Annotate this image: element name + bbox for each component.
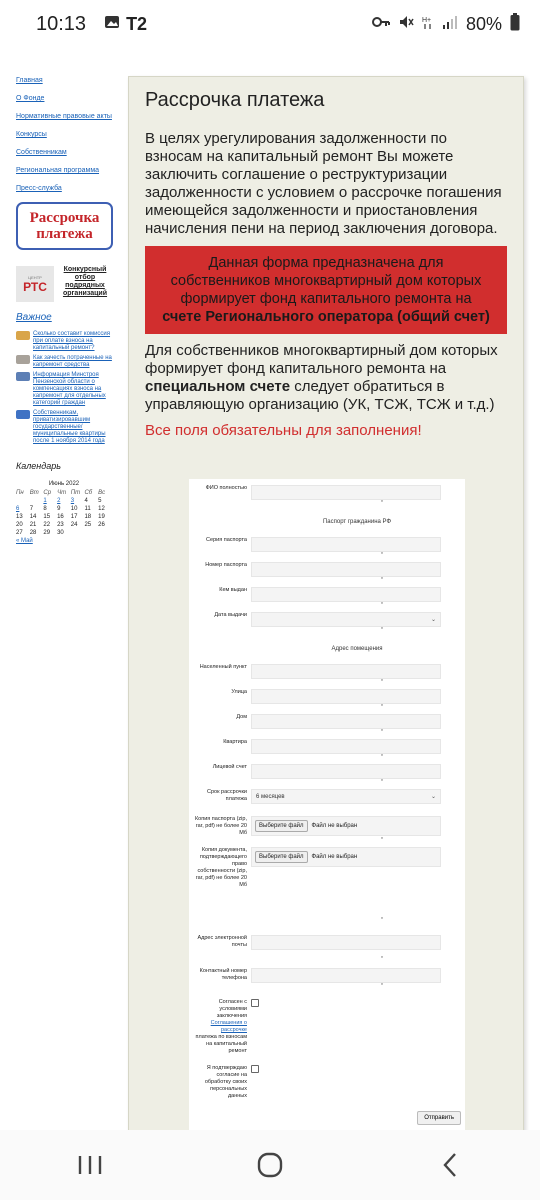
account-row [193,764,461,779]
ownership-copy-choose-button[interactable]: Выберите файл [255,851,308,863]
required-star: * [381,577,383,583]
news-thumb-icon [16,355,30,364]
required-star: * [381,627,383,633]
term-value: 6 месяцев [256,793,285,800]
calendar-prev-link[interactable]: « Май [16,538,33,544]
calendar-day: 23 [57,522,64,528]
calendar-weekday: Чт [57,490,67,496]
calendar-day: 18 [84,514,92,520]
main-panel [128,76,524,1136]
required-star: * [381,779,383,785]
passport-series-input[interactable] [251,537,441,552]
issue-date-row [193,612,461,627]
passport-copy-choose-button[interactable]: Выберите файл [255,820,308,832]
battery-icon [510,13,520,35]
issue-date-label: Дата выдачи [214,612,247,618]
news-item-text: Сколько составит комиссия при оплате взноса на капитальный ремонт? [33,331,111,351]
home-icon [256,1151,284,1179]
required-star: * [381,552,383,558]
calendar-weekday: Пн [16,490,24,496]
calendar-day: 7 [29,506,34,512]
installment-banner-line1: Рассрочка [29,210,100,226]
special-account-text [145,342,507,414]
calendar-weekday: Сб [84,490,93,496]
calendar-weekday: Вт [29,490,39,496]
locality-label: Населенный пункт [199,664,247,670]
term-select[interactable] [251,789,441,804]
back-icon [440,1152,460,1178]
agree-label [193,999,251,1055]
calendar-day: 9 [57,506,61,512]
house-row [193,714,461,729]
required-star: * [381,500,383,506]
news-item[interactable] [16,355,116,369]
calendar-day: 12 [98,506,105,512]
calendar-weekday: Вс [98,490,106,496]
submit-button[interactable]: Отправить [417,1111,461,1125]
calendar-day: 16 [57,514,64,520]
recent-apps-icon [77,1154,103,1176]
required-star: * [381,983,383,989]
email-row [193,935,461,950]
apartment-row [193,739,461,754]
calendar-day: 13 [16,514,23,520]
passport-series-row [193,537,461,552]
fio-label: ФИО полностью [205,485,247,491]
news-item[interactable] [16,410,116,445]
account-label: Лицевой счет [212,764,247,770]
sidebar-link-owners[interactable]: Собственникам [16,149,67,156]
home-button[interactable] [240,1140,300,1190]
news-thumb-icon [16,331,30,340]
ownership-copy-label: Копия документа, подтверждающего право собственности (zip, rar, pdf) не более 20 Мб [195,847,247,888]
sidebar-link-home[interactable]: Главная [16,77,43,84]
street-label: Улица [231,689,247,695]
agree-checkbox[interactable] [251,999,259,1007]
calendar-day: 17 [70,514,78,520]
android-nav-bar [0,1130,540,1200]
rts-logo [16,266,54,302]
special-text-2: следует обратиться в управляющую организацию (УК, ТСЖ, ТСЖ и т.д.) [145,378,495,413]
account-input[interactable] [251,764,441,779]
locality-row [193,664,461,679]
calendar-day: 10 [70,506,78,512]
chevron-down-icon: ⌄ [430,794,436,800]
agree-row [193,999,461,1055]
phone-row [193,968,461,983]
required-notice: Все поля обязательны для заполнения! [145,422,422,439]
calendar-month: Июнь 2022 [48,481,80,487]
consent-checkbox[interactable] [251,1065,259,1073]
calendar-title: Календарь [16,461,61,471]
calendar-weekday: Пт [70,490,81,496]
calendar-day: 19 [98,514,105,520]
news-list [16,331,116,445]
calendar-day: 14 [29,514,37,520]
notice-text: Данная форма предназначена для собственников многоквартирный дом которых формирует фонд капитального ремонта на [170,255,482,307]
calendar-day: 28 [29,530,37,536]
calendar-day: 22 [43,522,51,528]
required-star: * [381,917,383,923]
calendar-day: 5 [98,498,102,504]
calendar-day [30,498,44,504]
issued-by-input[interactable] [251,587,441,602]
required-star: * [381,602,383,608]
notice-bold: счете Регионального оператора (общий счет) [162,309,490,325]
calendar-day: 24 [70,522,78,528]
calendar-day [84,530,98,536]
page-title: Рассрочка платежа [145,89,325,111]
calendar-day: 25 [84,522,92,528]
status-time: 10:13 [36,12,87,35]
rts-logo-big: РТС [23,279,47,294]
news-thumb-icon [16,372,30,381]
back-button[interactable] [420,1140,480,1190]
passport-number-row [193,562,461,577]
calendar-day: 11 [84,506,91,512]
sidebar-link-program[interactable]: Региональная программа [16,167,100,174]
calendar-day[interactable]: 1 [43,498,47,504]
calendar-day[interactable]: 6 [16,506,20,512]
news-item-text: Как зачесть потраченные на капремонт средства [33,355,112,368]
issue-date-select[interactable] [251,612,441,627]
passport-number-input[interactable] [251,562,441,577]
calendar-day: 30 [57,530,64,536]
term-label: Срок рассрочки платежа [207,789,247,802]
passport-copy-row [193,816,461,837]
agree-text-1: Согласен с условиями заключения [216,999,247,1019]
svg-text:H+: H+ [421,17,432,24]
required-star: * [381,729,383,735]
ownership-copy-file[interactable] [251,847,441,867]
battery-percent: 80% [465,13,502,34]
mute-icon [398,14,414,34]
installment-banner-line2: платежа [36,226,93,242]
passport-section-heading: Паспорт гражданина РФ [322,519,392,525]
calendar-weekday: Ср [43,490,52,496]
passport-copy-label: Копия паспорта (zip, rar, pdf) не более 20 Мб [194,816,247,836]
phone-input[interactable] [251,968,441,983]
apartment-input[interactable] [251,739,441,754]
important-link[interactable]: Важное [16,312,52,323]
special-text-1: Для собственников многоквартирный дом которых формирует фонд капитального ремонта на [145,342,498,377]
sidebar-link-press[interactable]: Пресс-служба [16,185,62,192]
calendar-day [71,530,85,536]
consent-row [193,1065,461,1100]
passport-series-label: Серия паспорта [206,537,247,543]
calendar-day[interactable]: 2 [57,498,61,504]
required-star: * [381,754,383,760]
calendar-day: 20 [16,522,23,528]
passport-copy-status: Файл не выбран [311,823,358,829]
street-input[interactable] [251,689,441,704]
news-item-text: Информация Минстроя Пензенской области о компенсациях взноса на капремонт для отдельных категорий граждан [33,372,106,406]
email-input[interactable] [251,935,441,950]
phone-label: Контактный номер телефона [199,968,247,981]
apartment-label: Квартира [223,739,247,745]
calendar-grid [16,490,116,536]
required-star: * [381,679,383,685]
chevron-down-icon: ⌄ [430,617,436,623]
rts-logo-small: ЦЕНТР [28,274,42,280]
house-input[interactable] [251,714,441,729]
installment-form [189,479,465,1136]
sidebar-link-tenders[interactable]: Конкурсы [16,131,47,138]
required-star: * [381,837,383,843]
signal-icon [442,15,458,33]
special-text-bold: специальном счете [145,378,291,395]
passport-copy-file[interactable] [251,816,441,836]
intro-text: В целях урегулирования задолженности по взносам на капитальный ремонт Вы можете заключить соглашение о реструктуризации задолженности с условием о рассрочке погашения имеющейся задолженности и приостановления начисления пени на период заключения договора. [145,130,502,237]
news-thumb-icon [16,410,30,419]
address-section-heading: Адрес помещения [331,646,383,652]
network-hplus-icon [422,14,434,34]
calendar-day: 4 [84,498,88,504]
required-star: * [381,704,383,710]
key-icon [372,16,390,32]
recent-apps-button[interactable] [60,1140,120,1190]
fio-row [193,485,461,500]
ownership-copy-status: Файл не выбран [311,854,358,860]
calendar-day: 29 [43,530,51,536]
carrier-label: T2 [126,13,148,34]
sidebar-link-about[interactable]: О Фонде [16,95,45,102]
required-star: * [381,956,383,962]
calendar-day: 21 [29,522,37,528]
calendar-day: 27 [16,530,23,536]
fio-input[interactable] [251,485,441,500]
news-item-text: Собственникам, приватизировавшим государственные/ муниципальные квартиры после 1 ноября 2014 года [33,410,106,444]
consent-label: Я подтверждаю согласие на обработку своих персональных данных [204,1065,247,1099]
installment-banner[interactable] [16,202,113,250]
calendar-day: 8 [43,506,47,512]
calendar-day [98,530,112,536]
status-bar [0,0,540,48]
sidebar-link-legal[interactable]: Нормативные правовые акты [16,113,112,120]
rts-block[interactable] [16,266,116,302]
gallery-icon [104,15,120,33]
agree-text-2: платежа по взносам на капитальный ремонт [195,1034,247,1054]
term-row [193,789,461,804]
sidebar [16,76,116,544]
notice-box [145,246,507,334]
issued-by-label: Кем выдан [219,587,247,593]
street-row [193,689,461,704]
calendar-day: 15 [43,514,51,520]
calendar-day: 26 [98,522,105,528]
ownership-copy-row [193,847,461,889]
passport-number-label: Номер паспорта [205,562,247,568]
rts-link[interactable]: Конкурсный отбор подрядных организаций [62,266,108,297]
agreement-link[interactable]: Соглашения о рассрочке [210,1020,247,1033]
calendar-day [16,498,30,504]
news-item[interactable] [16,372,116,407]
news-item[interactable] [16,331,116,352]
calendar-day[interactable]: 3 [70,498,75,504]
locality-input[interactable] [251,664,441,679]
issued-by-row [193,587,461,602]
email-label: Адрес электронной почты [197,935,247,948]
house-label: Дом [236,714,247,720]
